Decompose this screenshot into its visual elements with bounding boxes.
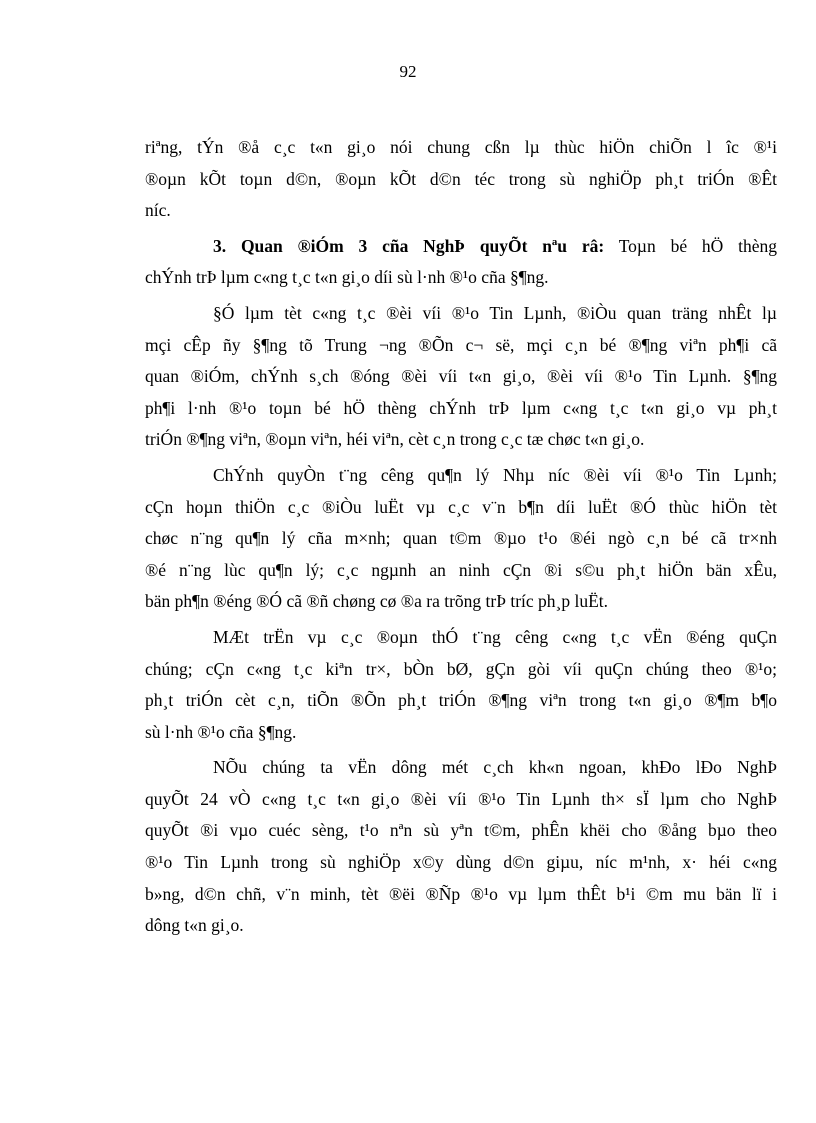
text-line: b»ng, d©n chñ, v¨n minh, tèt ®ëi ®Ñp ®¹o vµ lµm thÊt b¹i ©m mu bän lï i — [145, 883, 777, 904]
text-line: sù l·nh ®¹o cña §¶ng. — [145, 721, 297, 742]
text-line: §Ó lµm tèt c«ng t¸c ®èi víi ®¹o Tin Lµnh, ®iÒu quan träng nhÊt lµ — [213, 302, 777, 323]
page-number: 92 — [399, 62, 417, 81]
text-line: cÇn hoµn thiÖn c¸c ®iÒu luËt vµ c¸c v¨n b¶n díi luËt ®Ó thùc hiÖn tèt — [145, 496, 777, 517]
text-line: NÕu chúng ta vËn dông mét c¸ch kh«n ngoan, khÐo lÐo NghÞ — [213, 757, 777, 778]
paragraph-5 — [145, 622, 777, 748]
text-line: ph¸t triÓn cèt c¸n, tiÕn ®Õn ph¸t triÓn ®¶ng viªn trong t«n gi¸o ®¶m b¶o — [145, 690, 777, 711]
text-line: níc. — [145, 200, 171, 221]
paragraph-4 — [145, 460, 777, 618]
text-line: ®¹o Tin Lµnh trong sù nghiÖp x©y dùng d©n giµu, níc m¹nh, x· héi c«ng — [145, 852, 777, 873]
paragraph-3 — [145, 298, 777, 456]
text-line: dông t«n gi¸o. — [145, 915, 244, 936]
paragraph-1 — [145, 132, 777, 227]
text-line: MÆt trËn vµ c¸c ®oµn thÓ t¨ng cêng c«ng t¸c vËn ®éng quÇn — [213, 626, 777, 647]
text-line: quan ®iÓm, chÝnh s¸ch ®óng ®èi víi t«n gi¸o, ®èi víi ®¹o Tin Lµnh. §¶ng — [145, 366, 777, 387]
document-body — [145, 132, 777, 946]
text-line: riªng, tÝn ®å c¸c t«n gi¸o nói chung cßn lµ thùc hiÖn chiÕn l îc ®¹i — [145, 137, 777, 157]
text-line — [145, 231, 777, 263]
text-line: chúng; cÇn c«ng t¸c kiªn tr×, bÒn bØ, gÇn gòi víi quÇn chúng theo ®¹o; — [145, 658, 777, 679]
text-line: quyÕt 24 vÒ c«ng t¸c t«n gi¸o ®èi víi ®¹o Tin Lµnh th× sÏ lµm cho NghÞ — [145, 788, 777, 809]
paragraph-6 — [145, 752, 777, 942]
text-line: bän ph¶n ®éng ®Ó cã ®ñ chøng cø ®a ra trõng trÞ tríc ph¸p luËt. — [145, 591, 609, 612]
text-line: mçi cÊp ñy §¶ng tõ Trung ¬ng ®Õn c¬ së, mçi c¸n bé ®¶ng viªn ph¶i cã — [145, 334, 777, 355]
text-line: quyÕt ®i vµo cuéc sèng, t¹o nªn sù yªn t©m, phÊn khëi cho ®ång bµo theo — [145, 820, 777, 841]
text-line: ph¶i l·nh ®¹o toµn bé hÖ thèng chÝnh trÞ lµm c«ng t¸c t«n gi¸o vµ ph¸t — [145, 397, 777, 418]
text-line: chÝnh trÞ lµm c«ng t¸c t«n gi¸o díi sù l·nh ®¹o cña §¶ng. — [145, 267, 549, 288]
text-line: ®é n¨ng lùc qu¶n lý; c¸c ngµnh an ninh cÇn ®i s©u ph¸t hiÖn bän xÊu, — [145, 559, 777, 580]
paragraph-2 — [145, 231, 777, 294]
text-line: ®oµn kÕt toµn d©n, ®oµn kÕt d©n téc trong sù nghiÖp ph¸t triÓn ®Êt — [145, 168, 777, 189]
text-line: ChÝnh quyÒn t¨ng cêng qu¶n lý Nhµ níc ®èi víi ®¹o Tin Lµnh; — [213, 464, 777, 485]
text-line: triÓn ®¶ng viªn, ®oµn viªn, héi viªn, cèt c¸n trong c¸c tæ chøc t«n gi¸o. — [145, 429, 645, 450]
text-line: chøc n¨ng qu¶n lý cña m×nh; quan t©m ®µo t¹o ®éi ngò c¸n bé cã tr×nh — [145, 528, 777, 549]
text-span: Toµn bé hÖ thèng — [604, 235, 777, 256]
section-heading: 3. Quan ®iÓm 3 cña NghÞ quyÕt nªu râ: — [213, 235, 605, 256]
